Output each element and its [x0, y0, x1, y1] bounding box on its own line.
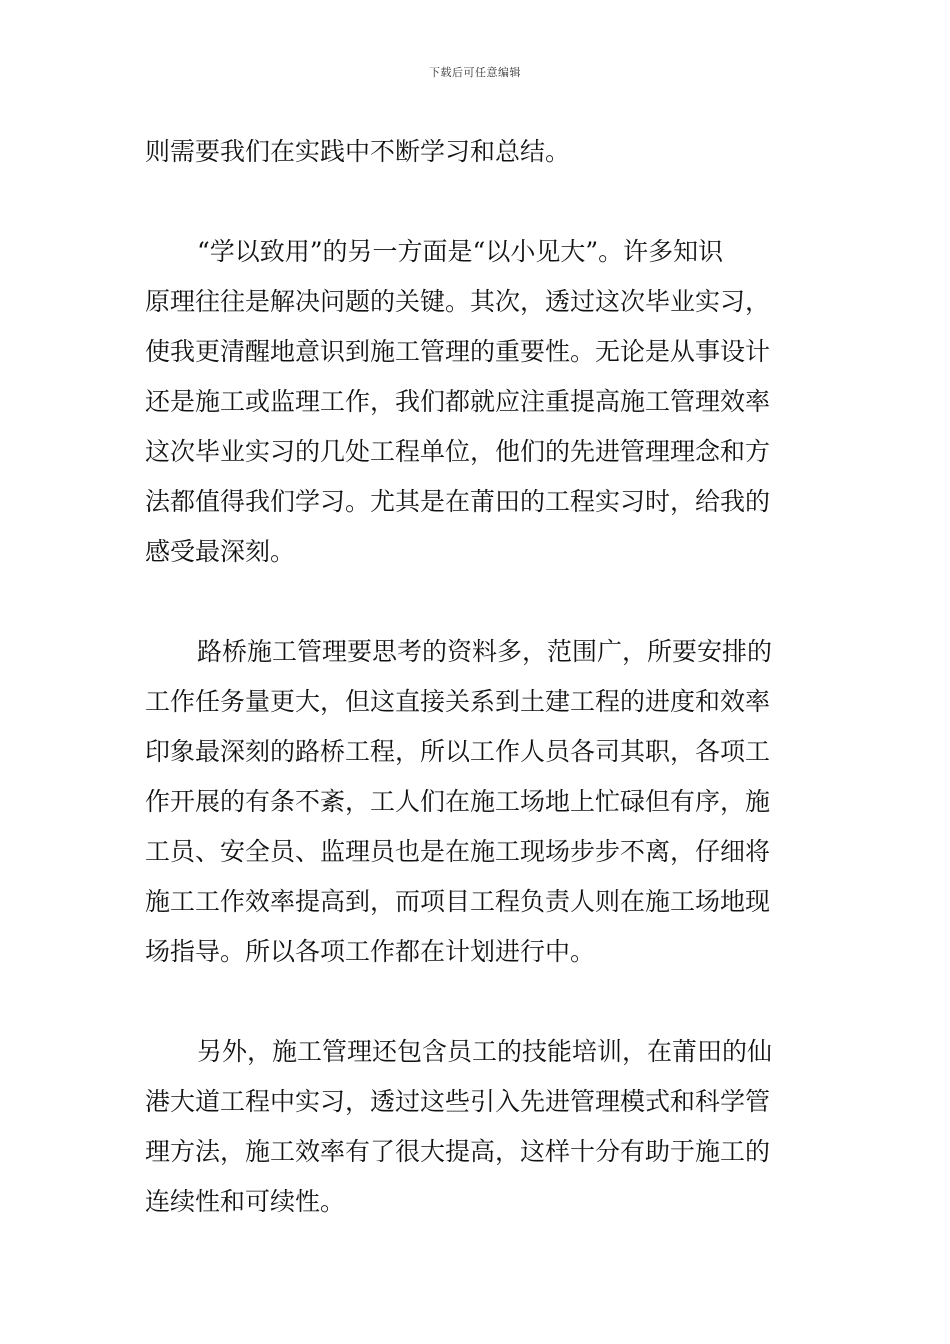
text-line: 这次毕业实习的几处工程单位，他们的先进管理理念和方 — [145, 437, 771, 466]
document-body — [145, 127, 810, 1227]
text-line: 原理往往是解决问题的关键。其次，透过这次毕业实习， — [145, 287, 771, 316]
text-line: 另外，施工管理还包含员工的技能培训，在莆田的仙 — [197, 1037, 773, 1066]
paragraph-2 — [145, 227, 810, 577]
text-line: 使我更清醒地意识到施工管理的重要性。无论是从事设计 — [145, 337, 771, 366]
text-line: 还是施工或监理工作，我们都就应注重提高施工管理效率 — [145, 387, 771, 416]
text-line: 连续性和可续性。 — [145, 1187, 346, 1216]
paragraph-1 — [145, 127, 810, 177]
text-line: 法都值得我们学习。尤其是在莆田的工程实习时，给我的 — [145, 487, 771, 516]
text-line: “学以致用”的另一方面是“以小见大”。许多知识 — [197, 237, 724, 266]
text-line: 港大道工程中实习，透过这些引入先进管理模式和科学管 — [145, 1087, 771, 1116]
text-line: 施工工作效率提高到，而项目工程负责人则在施工场地现 — [145, 887, 771, 916]
paragraph-3 — [145, 627, 810, 977]
paragraph-gap — [145, 977, 810, 1027]
text-line: 工作任务量更大，但这直接关系到土建工程的进度和效率 — [145, 687, 771, 716]
paragraph-gap — [145, 577, 810, 627]
text-line: 路桥施工管理要思考的资料多，范围广，所要安排的 — [197, 637, 773, 666]
text-line: 感受最深刻。 — [145, 537, 296, 566]
text-line: 工员、安全员、监理员也是在施工现场步步不离，仔细将 — [145, 837, 771, 866]
text-line: 则需要我们在实践中不断学习和总结。 — [145, 137, 571, 166]
page-header: 下载后可任意编辑 — [429, 66, 521, 79]
text-line: 印象最深刻的路桥工程，所以工作人员各司其职，各项工 — [145, 737, 771, 766]
paragraph-gap — [145, 177, 810, 227]
text-line: 作开展的有条不紊，工人们在施工场地上忙碌但有序，施 — [145, 787, 771, 816]
paragraph-4 — [145, 1027, 810, 1227]
text-line: 场指导。所以各项工作都在计划进行中。 — [145, 937, 596, 966]
text-line: 理方法，施工效率有了很大提高，这样十分有助于施工的 — [145, 1137, 771, 1166]
